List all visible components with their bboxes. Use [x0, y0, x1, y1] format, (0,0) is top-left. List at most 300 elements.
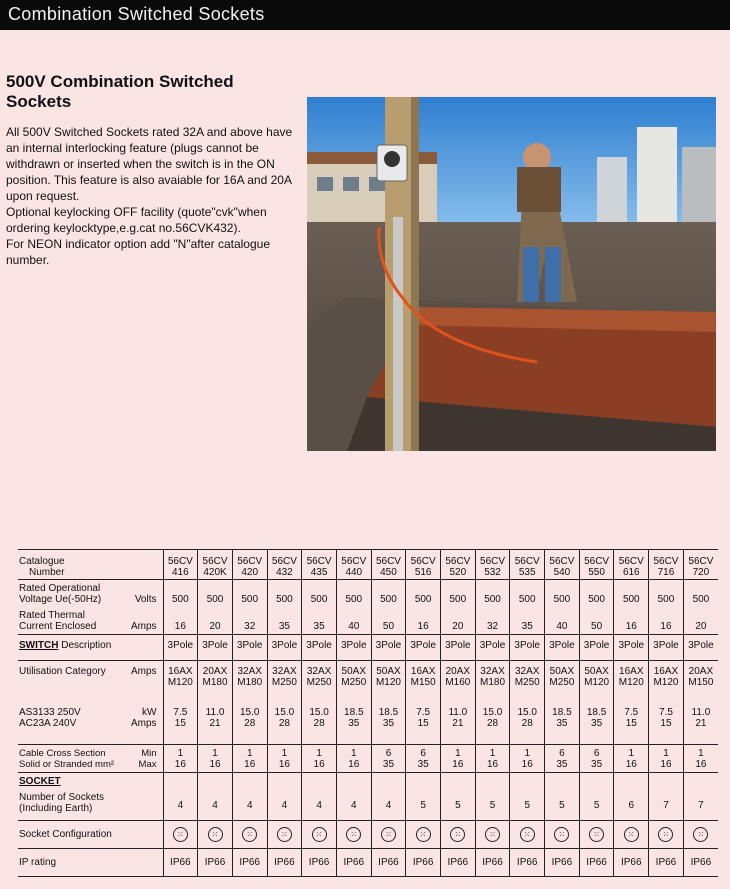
socket-section-label: SOCKET — [19, 776, 61, 787]
as3133-rating-cell-value: 15 — [660, 717, 672, 729]
as3133-rating-cell — [683, 702, 718, 745]
catalogue-number-cell-value: 56CV — [306, 556, 332, 567]
cable-cross-section-cell — [649, 745, 684, 773]
number-of-sockets-cell-value: 6 — [628, 800, 635, 811]
number-of-sockets-cell — [649, 773, 684, 821]
as3133-rating-cell — [267, 702, 302, 745]
number-of-sockets-cell — [683, 773, 718, 821]
thermal-current-cell — [441, 608, 476, 635]
utilisation-category-cell-value: 32AX — [306, 666, 332, 677]
utilisation-category-cell-value: M120 — [375, 677, 401, 688]
as3133-rating-cell-value: 15.0 — [309, 706, 329, 718]
rated-voltage-row — [18, 580, 718, 608]
cable-cross-section-cell-value: 6 — [559, 748, 565, 759]
as3133-rating-cell-value: 11.0 — [448, 706, 468, 718]
sockets-label-line2: (Including Earth) — [19, 803, 93, 814]
photo-illustration — [307, 97, 716, 451]
switch-description-cell — [579, 635, 614, 661]
ip-rating-cell-value: IP66 — [482, 857, 503, 868]
number-of-sockets-cell-value: 4 — [177, 800, 184, 811]
as3133-rating-cell-value: 18.5 — [344, 706, 364, 718]
thermal-current-cell — [510, 608, 545, 635]
socket-pin-configuration-icon: ⁙ — [312, 827, 327, 842]
catalogue-number-cell — [475, 550, 510, 580]
cable-cross-section-cell-value: 35 — [556, 759, 568, 770]
ip-rating-cell — [441, 849, 476, 877]
as3133-rating-cell — [406, 702, 441, 745]
socket-configuration-cell — [336, 821, 371, 849]
thermal-current-cell — [371, 608, 406, 635]
switch-description-cell — [336, 635, 371, 661]
cable-cross-section-cell-value: 16 — [486, 759, 499, 770]
cable-cross-section-cell-value: 16 — [209, 759, 221, 770]
cable-cross-section-cell — [579, 745, 614, 773]
socket-pin-configuration-icon: ⁙ — [173, 827, 188, 842]
rated-voltage-label-line1: Rated Operational — [19, 583, 101, 594]
utilisation-category-cell-value: M120 — [167, 677, 193, 688]
number-of-sockets-cell-value: 5 — [559, 800, 565, 811]
number-of-sockets-cell — [267, 773, 302, 821]
min-unit: Min — [141, 748, 157, 759]
utilisation-category-cell — [336, 661, 371, 702]
as3133-rating-cell-value: 11.0 — [205, 706, 225, 718]
socket-configuration-cell — [302, 821, 337, 849]
page-title: Combination Switched Sockets — [8, 4, 265, 24]
ip-rating-cell — [371, 849, 406, 877]
as3133-rating-cell-value: 15 — [174, 717, 186, 729]
as3133-rating-cell — [198, 702, 233, 745]
catalogue-number-cell-value: 56CV — [445, 556, 471, 567]
socket-pin-configuration-icon: ⁙ — [554, 827, 569, 842]
utilisation-category-cell-value: M250 — [549, 677, 575, 688]
cable-cross-section-cell — [302, 745, 337, 773]
rated-voltage-cell — [614, 580, 649, 608]
as3133-rating-cell-value: 15 — [625, 717, 637, 729]
ip-rating-cell — [510, 849, 545, 877]
socket-configuration-cell — [545, 821, 580, 849]
utilisation-category-cell — [163, 661, 198, 702]
thermal-current-cell-value: 35 — [313, 620, 325, 632]
as3133-rating-cell — [475, 702, 510, 745]
socket-pin-configuration-icon: ⁙ — [208, 827, 223, 842]
thermal-current-cell — [475, 608, 510, 635]
socket-configuration-cell — [683, 821, 718, 849]
switch-description-cell — [441, 635, 476, 661]
rated-voltage-cell — [649, 580, 684, 608]
thermal-current-cell-value: 16 — [174, 620, 186, 632]
utilisation-category-cell-value: M180 — [480, 677, 506, 688]
as3133-rating-cell — [302, 702, 337, 745]
as3133-rating-cell-value: 15.0 — [239, 706, 260, 718]
number-of-sockets-cell — [614, 773, 649, 821]
rated-voltage-cell-value: 500 — [484, 594, 501, 605]
as3133-rating-cell-value: 35 — [591, 717, 603, 729]
number-of-sockets-cell — [198, 773, 233, 821]
socket-pin-configuration-icon: ⁙ — [346, 827, 361, 842]
utilisation-category-cell-value: M120 — [653, 677, 679, 688]
catalogue-number-cell-value: 56CV — [410, 556, 436, 567]
number-of-sockets-cell — [579, 773, 614, 821]
switch-description-cell-value: 3Pole — [271, 640, 298, 651]
cable-cross-section-cell-value: 6 — [385, 748, 392, 759]
ip-rating-cell-value: IP66 — [412, 857, 434, 868]
catalogue-number-cell-value: 516 — [414, 567, 432, 578]
number-of-sockets-cell-value: 7 — [663, 800, 669, 811]
number-of-sockets-cell — [336, 773, 371, 821]
catalogue-number-row — [18, 550, 718, 580]
catalogue-number-cell-value: 532 — [484, 567, 501, 578]
catalogue-number-cell-value: 420K — [203, 567, 227, 578]
number-of-sockets-cell-value: 4 — [212, 800, 218, 811]
utilisation-category-cell-value: 20AX — [445, 666, 471, 677]
thermal-current-cell — [163, 608, 198, 635]
number-of-sockets-cell-value: 5 — [524, 800, 530, 811]
utilisation-category-cell — [614, 661, 649, 702]
as3133-rating-cell-value: 21 — [209, 717, 221, 729]
thermal-current-cell — [336, 608, 371, 635]
catalogue-number-cell — [371, 550, 406, 580]
catalogue-number-cell-value: 56CV — [549, 556, 575, 567]
ip-rating-label: IP rating — [19, 857, 57, 868]
cable-cross-section-cell-value: 1 — [489, 748, 496, 759]
switch-description-cell-value: 3Pole — [410, 640, 436, 651]
rated-voltage-cell-value: 500 — [588, 594, 605, 605]
catalogue-number-cell — [302, 550, 337, 580]
ip-rating-cell-value: IP66 — [239, 857, 260, 868]
catalogue-number-cell-value: 56CV — [688, 556, 714, 567]
cable-cross-section-cell-value: 1 — [628, 748, 635, 759]
thermal-current-cell — [649, 608, 684, 635]
socket-configuration-cell — [232, 821, 267, 849]
catalogue-number-cell-value: 450 — [380, 567, 397, 578]
utilisation-amps-unit: Amps — [130, 666, 157, 677]
utilisation-category-cell-value: 16AX — [653, 666, 679, 677]
switch-description-cell-value: 3Pole — [549, 640, 575, 651]
catalogue-label-line2: Number — [29, 567, 65, 578]
socket-configuration-cell — [475, 821, 510, 849]
as3133-rating-cell-value: 7.5 — [173, 706, 188, 718]
cable-cross-section-cell-value: 35 — [417, 759, 429, 770]
number-of-sockets-cell — [163, 773, 198, 821]
rated-voltage-cell-value: 500 — [380, 594, 397, 605]
cable-cross-section-cell-value: 1 — [212, 748, 218, 759]
as3133-rating-cell — [163, 702, 198, 745]
cable-cross-section-cell-value: 1 — [698, 748, 704, 759]
number-of-sockets-cell-value: 4 — [385, 800, 392, 811]
ip-rating-cell-value: IP66 — [378, 857, 399, 868]
utilisation-category-cell-value: M250 — [514, 677, 540, 688]
as3133-rating-cell-value: 15.0 — [274, 706, 295, 718]
intro-paragraph-neon: For NEON indicator option add "N"after catalogue number. — [6, 237, 270, 267]
thermal-current-cell — [302, 608, 337, 635]
catalogue-number-cell-value: 56CV — [202, 556, 228, 567]
number-of-sockets-cell — [371, 773, 406, 821]
cable-cross-section-cell — [232, 745, 267, 773]
as3133-rating-cell-value: 35 — [348, 717, 360, 729]
rated-voltage-label-line2: Voltage Ue(-50Hz) — [19, 594, 102, 605]
number-of-sockets-cell-value: 4 — [351, 800, 357, 811]
as3133-rating-cell-value: 28 — [313, 717, 325, 729]
as3133-rating-cell — [579, 702, 614, 745]
socket-configuration-cell — [510, 821, 545, 849]
socket-pin-configuration-icon: ⁙ — [520, 827, 535, 842]
catalogue-number-cell — [198, 550, 233, 580]
ip-rating-cell-value: IP66 — [586, 857, 607, 868]
rated-voltage-cell-value: 500 — [276, 594, 293, 605]
catalogue-number-cell — [614, 550, 649, 580]
as3133-rating-cell-value: 28 — [486, 717, 499, 729]
switch-description-cell-value: 3Pole — [514, 640, 540, 651]
intro-text — [6, 124, 306, 268]
catalogue-number-cell — [406, 550, 441, 580]
cable-cross-section-cell-value: 35 — [591, 759, 603, 770]
as3133-rating-cell-value: 18.5 — [378, 706, 399, 718]
ip-rating-cell — [267, 849, 302, 877]
catalogue-number-cell — [545, 550, 580, 580]
number-of-sockets-cell — [406, 773, 441, 821]
catalogue-number-cell-value: 435 — [310, 567, 328, 578]
catalogue-number-cell — [336, 550, 371, 580]
catalogue-number-cell — [441, 550, 476, 580]
switch-description-cell-value: 3Pole — [688, 640, 714, 651]
rated-voltage-cell — [267, 580, 302, 608]
cable-cross-section-cell-value: 35 — [382, 759, 395, 770]
rated-voltage-cell — [371, 580, 406, 608]
ip-rating-row — [18, 849, 718, 877]
ip-rating-cell-value: IP66 — [690, 857, 712, 868]
socket-configuration-cell — [406, 821, 441, 849]
socket-pin-configuration-icon: ⁙ — [658, 827, 673, 842]
thermal-current-cell — [267, 608, 302, 635]
rated-voltage-cell-value: 500 — [241, 594, 259, 605]
catalogue-number-cell — [510, 550, 545, 580]
socket-pin-configuration-icon: ⁙ — [485, 827, 500, 842]
thermal-current-cell — [614, 608, 649, 635]
ip-rating-cell — [683, 849, 718, 877]
utilisation-category-cell-value: 16AX — [168, 666, 193, 677]
rated-voltage-cell-value: 500 — [310, 594, 328, 605]
ip-rating-cell — [579, 849, 614, 877]
as3133-rating-cell-value: 21 — [452, 717, 464, 729]
utilisation-category-cell-value: 50AX — [584, 666, 609, 677]
switch-description-cell — [371, 635, 406, 661]
utilisation-category-cell — [683, 661, 718, 702]
utilisation-category-cell-value: M120 — [584, 677, 610, 688]
utilisation-category-cell — [579, 661, 614, 702]
catalogue-number-cell-value: 56CV — [237, 556, 263, 567]
ip-rating-cell-value: IP66 — [170, 857, 191, 868]
rated-voltage-cell-value: 500 — [206, 594, 224, 605]
catalogue-number-cell-value: 56CV — [514, 556, 540, 567]
cable-cross-section-cell-value: 1 — [351, 748, 357, 759]
utilisation-category-cell-value: M250 — [306, 677, 332, 688]
utilisation-category-cell — [545, 661, 580, 702]
max-unit: Max — [138, 759, 157, 770]
number-of-sockets-cell-value: 4 — [281, 800, 288, 811]
switch-description-cell-value: 3Pole — [479, 640, 506, 651]
socket-pin-configuration-icon: ⁙ — [242, 827, 257, 842]
utilisation-category-cell-value: M250 — [271, 677, 297, 688]
catalogue-number-cell-value: 616 — [622, 567, 640, 578]
cable-cross-section-cell-value: 1 — [524, 748, 530, 759]
switch-description-cell — [198, 635, 233, 661]
kw-unit: kW — [142, 706, 157, 718]
socket-pin-configuration-icon: ⁙ — [693, 827, 708, 842]
thermal-current-cell-value: 20 — [452, 620, 464, 632]
as3133-rating-cell — [510, 702, 545, 745]
thermal-current-cell — [232, 608, 267, 635]
ip-rating-cell-value: IP66 — [447, 857, 469, 868]
utilisation-category-cell-value: 16AX — [410, 666, 436, 677]
switch-description-cell-value: 3Pole — [445, 640, 471, 651]
ip-rating-cell — [336, 849, 371, 877]
rated-voltage-cell-value: 500 — [657, 594, 675, 605]
switch-description-cell — [163, 635, 198, 661]
as3133-rating-cell-value: 15.0 — [482, 706, 503, 718]
number-of-sockets-cell — [545, 773, 580, 821]
rated-voltage-cell — [683, 580, 718, 608]
rated-voltage-cell-value: 500 — [345, 594, 363, 605]
cable-cross-section-cell — [267, 745, 302, 773]
as3133-rating-cell-value: 35 — [382, 717, 395, 729]
socket-configuration-cell — [198, 821, 233, 849]
thermal-current-cell — [545, 608, 580, 635]
thermal-current-cell-value: 40 — [348, 620, 360, 632]
rated-voltage-cell-value: 500 — [172, 594, 189, 605]
ip-rating-cell-value: IP66 — [274, 857, 295, 868]
utilisation-category-cell-value: M250 — [341, 677, 367, 688]
construction-site-photo — [307, 97, 716, 451]
number-of-sockets-cell-value: 7 — [698, 800, 704, 811]
catalogue-number-cell — [649, 550, 684, 580]
number-of-sockets-cell-value: 5 — [489, 800, 496, 811]
switch-description-cell — [406, 635, 441, 661]
volts-unit: Volts — [134, 594, 157, 605]
as3133-rating-cell-value: 7.5 — [624, 706, 639, 718]
utilisation-category-cell-value: M150 — [410, 677, 436, 688]
utilisation-category-cell — [649, 661, 684, 702]
switch-description-cell-value: 3Pole — [236, 640, 263, 651]
catalogue-number-cell-value: 420 — [241, 567, 259, 578]
catalogue-number-cell-value: 56CV — [584, 556, 610, 567]
utilisation-category-cell — [267, 661, 302, 702]
ip-rating-cell — [232, 849, 267, 877]
switch-description-cell-value: 3Pole — [583, 640, 610, 651]
thermal-current-cell-value: 20 — [695, 620, 707, 632]
switch-description-label: Description — [58, 640, 112, 651]
thermal-current-cell-value: 40 — [556, 620, 568, 632]
utilisation-category-cell-value: 32AX — [237, 666, 262, 677]
socket-pin-configuration-icon: ⁙ — [277, 827, 292, 842]
thermal-current-cell-value: 35 — [278, 620, 290, 632]
thermal-current-cell-value: 16 — [417, 620, 429, 632]
rated-voltage-cell-value: 500 — [692, 594, 710, 605]
as3133-rating-cell-value: 7.5 — [659, 706, 673, 718]
cable-label-line2: Solid or Stranded mm² — [19, 759, 115, 770]
specification-table — [18, 549, 718, 877]
cable-cross-section-cell-value: 1 — [246, 748, 253, 759]
catalogue-number-cell-value: 535 — [518, 567, 536, 578]
switch-description-cell — [302, 635, 337, 661]
as3133-rating-cell — [649, 702, 684, 745]
rated-voltage-cell-value: 500 — [622, 594, 640, 605]
catalogue-number-cell-value: 440 — [345, 567, 363, 578]
as3133-label: AS3133 250V — [19, 706, 81, 718]
catalogue-number-cell-value: 56CV — [167, 556, 193, 567]
as3133-rating-cell-value: 18.5 — [586, 706, 607, 718]
catalogue-number-cell-value: 56CV — [618, 556, 644, 567]
as3133-rating-cell — [545, 702, 580, 745]
rated-voltage-cell — [441, 580, 476, 608]
ip-rating-cell-value: IP66 — [655, 857, 677, 868]
section-heading: 500V Combination Switched Sockets — [6, 72, 234, 111]
switch-description-cell — [475, 635, 510, 661]
cable-cross-section-cell-value: 1 — [316, 748, 322, 759]
cable-cross-section-cell-value: 16 — [695, 759, 707, 770]
thermal-current-cell-value: 35 — [521, 620, 533, 632]
cable-cross-section-cell — [683, 745, 718, 773]
cable-cross-section-cell — [545, 745, 580, 773]
cable-cross-section-cell-value: 16 — [278, 759, 290, 770]
rated-voltage-cell — [232, 580, 267, 608]
rated-voltage-cell — [336, 580, 371, 608]
catalogue-number-cell — [683, 550, 718, 580]
number-of-sockets-cell — [441, 773, 476, 821]
as-amps-unit: Amps — [130, 717, 157, 729]
switch-description-row — [18, 635, 718, 661]
as3133-rating-cell-value: 7.5 — [416, 706, 431, 718]
cable-cross-section-cell-value: 16 — [348, 759, 360, 770]
utilisation-category-cell-value: 50AX — [376, 666, 401, 677]
ac23a-label: AC23A 240V — [19, 717, 77, 729]
utilisation-category-cell — [232, 661, 267, 702]
rated-voltage-cell — [510, 580, 545, 608]
socket-pin-configuration-icon: ⁙ — [416, 827, 431, 842]
number-of-sockets-cell-value: 5 — [593, 800, 600, 811]
as3133-rating-cell — [441, 702, 476, 745]
catalogue-number-cell-value: 416 — [172, 567, 189, 578]
intro-paragraph-interlock: All 500V Switched Sockets rated 32A and above have an internal interlocking feature (plugs cannot be withdrawn or inserted when the switch is in the ON position. This feature is also avaiable for 16A and 20A upon request. — [6, 125, 293, 203]
thermal-current-cell-value: 16 — [660, 620, 672, 632]
socket-configuration-cell — [579, 821, 614, 849]
cable-cross-section-cell — [475, 745, 510, 773]
switch-description-cell-value: 3Pole — [653, 640, 679, 651]
as3133-rating-cell — [614, 702, 649, 745]
switch-description-cell — [683, 635, 718, 661]
thermal-current-cell-value: 32 — [486, 620, 499, 632]
utilisation-category-cell-value: 20AX — [202, 666, 228, 677]
thermal-current-cell — [579, 608, 614, 635]
utilisation-category-cell-value: 16AX — [619, 666, 644, 677]
socket-pin-configuration-icon: ⁙ — [589, 827, 604, 842]
utilisation-category-cell-value: 32AX — [480, 666, 505, 677]
cable-cross-section-cell-value: 16 — [625, 759, 637, 770]
as3133-rating-cell — [232, 702, 267, 745]
socket-configuration-cell — [371, 821, 406, 849]
cable-cross-section-cell — [510, 745, 545, 773]
catalogue-number-cell-value: 716 — [657, 567, 675, 578]
as3133-rating-cell-value: 15 — [417, 717, 429, 729]
switch-description-cell-value: 3Pole — [340, 640, 367, 651]
number-of-sockets-cell-value: 4 — [246, 800, 253, 811]
cable-cross-section-cell-value: 6 — [593, 748, 600, 759]
ip-rating-cell-value: IP66 — [204, 857, 226, 868]
utilisation-category-cell-value: M180 — [237, 677, 263, 688]
catalogue-number-cell-value: 432 — [276, 567, 293, 578]
number-of-sockets-row — [18, 773, 718, 821]
cable-cross-section-cell — [441, 745, 476, 773]
switch-description-cell-value: 3Pole — [306, 640, 332, 651]
